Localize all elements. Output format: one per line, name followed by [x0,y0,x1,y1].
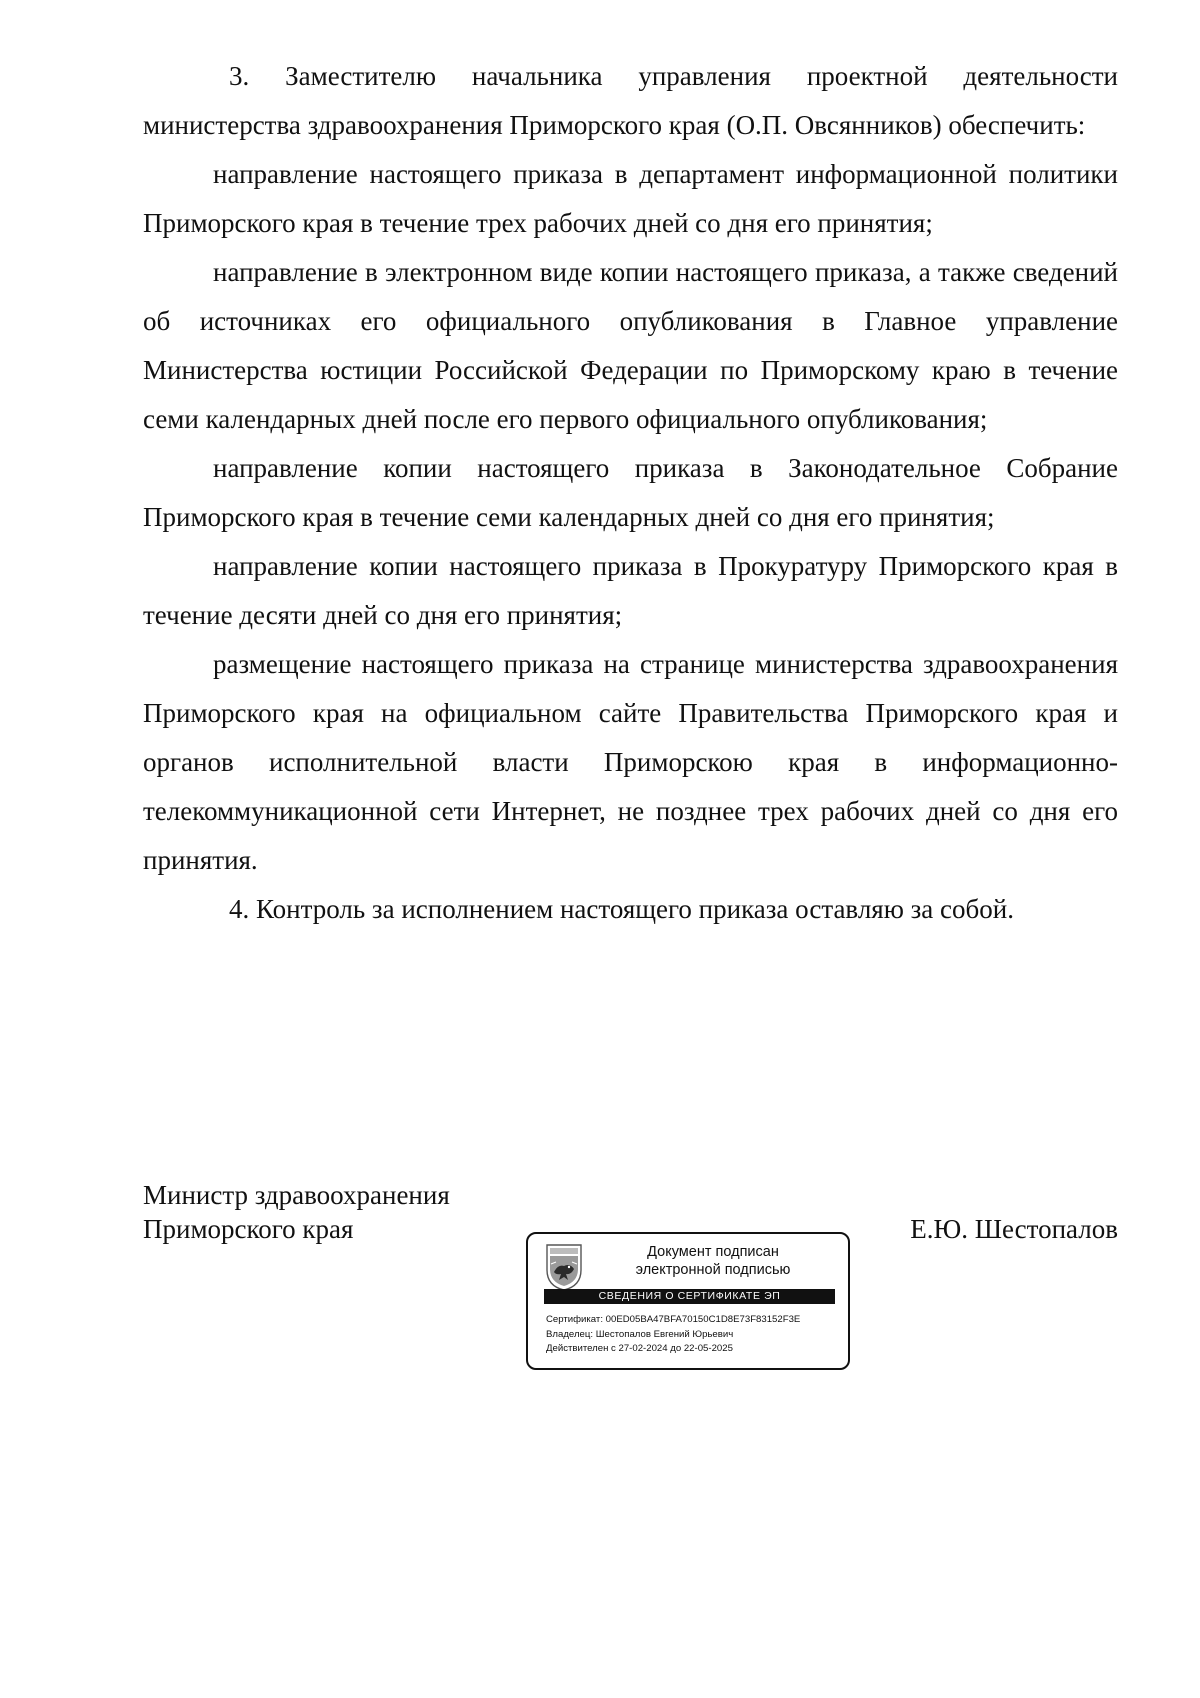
certificate-validity: Действителен с 27-02-2024 до 22-05-2025 [546,1343,733,1354]
signatory-title [143,1178,450,1246]
coat-of-arms-icon [544,1242,584,1292]
stamp-heading [588,1243,838,1279]
signatory-title-line-2: Приморского края [143,1214,354,1244]
document-body [143,52,1118,934]
paragraph-information-policy: направление настоящего приказа в департамент информационной политики Приморского края в течение трех рабочих дней со дня его принятия; [143,159,1118,238]
paragraph-item-4: 4. Контроль за исполнением настоящего приказа оставляю за собой. [229,894,1014,924]
paragraph-ministry-of-justice: направление в электронном виде копии настоящего приказа, а также сведений об источниках его официального опубликования в Главное управление Министерства юстиции Российской Федерации по Приморскому краю в течение семи календарных дней после его первого официального опубликования; [143,257,1118,434]
stamp-heading-line-1: Документ подписан [647,1244,779,1260]
paragraph-prosecutor: направление копии настоящего приказа в Прокуратуру Приморского края в течение десяти дней со дня его принятия; [143,551,1118,630]
stamp-heading-line-2: электронной подписью [635,1262,791,1278]
signatory-title-line-1: Министр здравоохранения [143,1180,450,1210]
electronic-signature-stamp [526,1232,850,1370]
certificate-details [546,1313,846,1357]
certificate-owner: Владелец: Шестопалов Евгений Юрьевич [546,1328,734,1340]
signatory-name: Е.Ю. Шестопалов [910,1214,1118,1244]
certificate-info-bar: СВЕДЕНИЯ О СЕРТИФИКАТЕ ЭП [544,1289,835,1304]
paragraph-item-3: 3. Заместителю начальника управления проектной деятельности министерства здравоохранения Приморского края (О.П. Овсянников) обеспечить: [143,61,1118,140]
paragraph-website-publication: размещение настоящего приказа на странице министерства здравоохранения Приморского края на официальном сайте Правительства Приморского края и органов исполнительной власти Приморскою края в информационно-телекоммуникационной сети Интернет, не позднее трех рабочих дней со дня его принятия. [143,649,1118,875]
certificate-number: Сертификат: 00ED05BA47BFA70150C1D8E73F83152F3E [546,1314,801,1325]
paragraph-legislative-assembly: направление копии настоящего приказа в Законодательное Собрание Приморского края в течение семи календарных дней со дня его принятия; [143,453,1118,532]
